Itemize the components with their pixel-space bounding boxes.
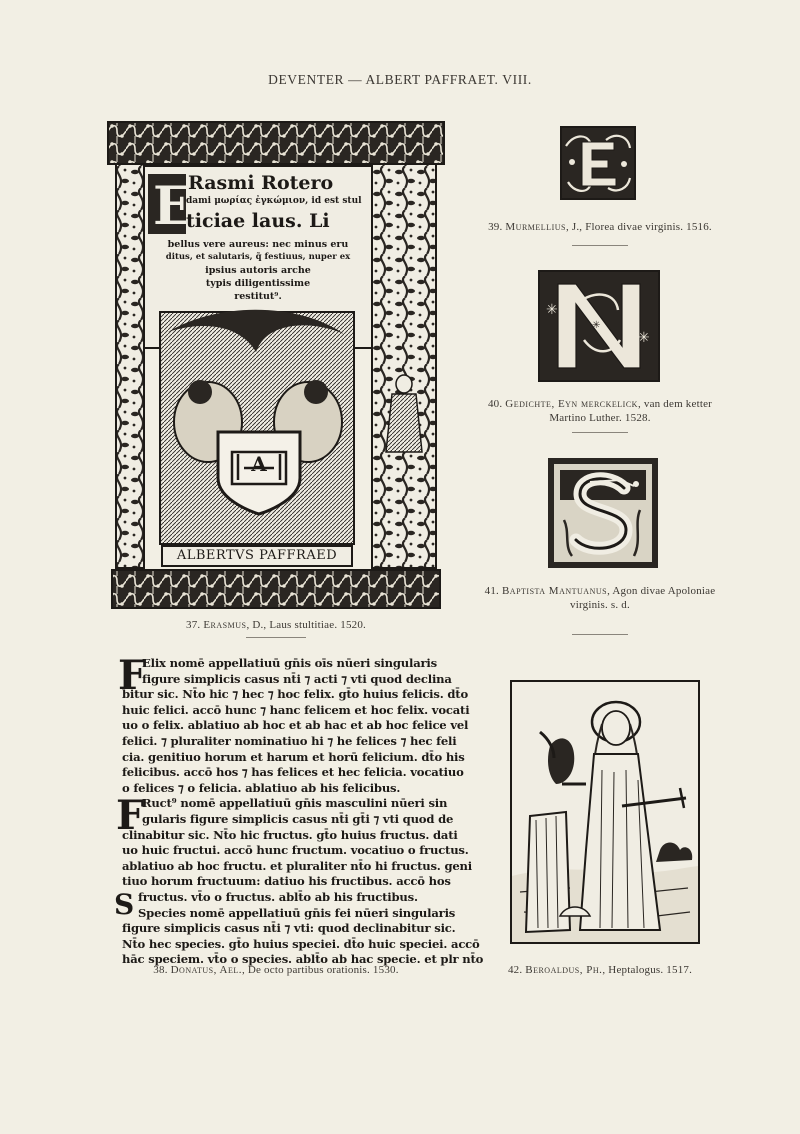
fig-40-author: Gedichte, Eyn merckelick	[505, 398, 638, 410]
svg-text:E: E	[153, 176, 193, 237]
caption-fig-42	[470, 963, 730, 977]
donatus-line: bitur sic. Nt̄o hic ⁊ hec ⁊ hoc felix. gt̄o huius felicis. dt̄o	[122, 687, 468, 702]
donatus-line: clinabitur sic. Nt̄o hic fructus. gt̄o huius fructus. dati	[122, 827, 458, 842]
title-line-1: Rasmi Rotero	[188, 172, 334, 194]
initial-s: S	[114, 888, 135, 921]
donatus-line: figure simplicis casus nt̄i ⁊ acti ⁊ vti quod declina	[142, 671, 452, 686]
svg-text:✳: ✳	[638, 330, 650, 346]
donatus-line: fructus. vt̄o o fructus. ablt̄o ab his fructibus.	[138, 889, 418, 904]
donatus-line: Species nomē appellatiuū gn̄is fei nūeri singularis	[138, 905, 456, 920]
woodcut-initial-40	[538, 270, 660, 382]
fig-38-author: Donatus, Ael.	[170, 964, 242, 976]
donatus-line: felicibus. accō hos ⁊ has felices et hec felicia. vocatiuo	[122, 765, 464, 780]
falconer-woodcut-art	[510, 680, 700, 944]
fig-39-title: , J., Florea divae virginis. 1516.	[565, 221, 712, 233]
donatus-line: uo huic fructui. accō hunc fructum. vocatiuo o fructus.	[122, 843, 469, 858]
fig-40-title-line2: Martino Luther. 1528.	[549, 412, 651, 424]
title-page-text	[182, 172, 372, 234]
divider-37	[246, 637, 306, 638]
title-line-5: ditus, et salutaris, q̃ festiuus, nuper ex	[165, 252, 351, 262]
page-header: DEVENTER — ALBERT PAFFRAET. VIII.	[268, 72, 532, 87]
printer-plaque: ALBERTVS PAFFRAED	[176, 548, 338, 563]
fig-37-title: , D., Laus stultitiae. 1520.	[246, 619, 366, 631]
svg-text:✳: ✳	[546, 302, 558, 318]
initial-f-2: F	[116, 792, 145, 839]
donatus-line: uo o felix. ablatiuo ab hoc et ab hac et ab hoc felice vel	[122, 718, 469, 733]
fig-39-number: 39.	[488, 221, 503, 233]
fig-38-title: , De octo partibus orationis. 1530.	[241, 964, 399, 976]
title-line-4: bellus vere aureus: nec minus eru	[167, 239, 349, 250]
caption-fig-40	[470, 397, 730, 425]
fig-39-author: Murmellius	[505, 221, 566, 233]
donatus-line: cia. genitiuo horum et harum et horū felicium. dt̄o his	[122, 749, 465, 764]
donatus-line: gularis figure simplicis casus nt̄i gt̄i ⁊ vti quod de	[142, 811, 454, 826]
caption-fig-37	[108, 618, 444, 632]
fig-41-author: Baptista Mantuanus	[501, 585, 608, 597]
fig-42-title: , Heptalogus. 1517.	[602, 964, 693, 976]
donatus-line: o felices ⁊ o felicia. ablatiuo ab his felicibus.	[122, 780, 401, 795]
divider-40	[572, 432, 628, 433]
fig-37-author: Erasmus	[203, 619, 247, 631]
donatus-line: felici. ⁊ pluraliter nominatiuo hi ⁊ he felices ⁊ hec feli	[122, 733, 457, 748]
donatus-line: Ruct⁹ nomē appellatiuū gn̄is masculini nūeri sin	[142, 796, 448, 811]
woodcut-title-page	[108, 122, 444, 612]
fig-42-author: Beroaldus, Ph.	[525, 964, 603, 976]
donatus-line: Elix nomē appellatiuū gn̄is oīs nūeri singularis	[142, 656, 437, 670]
donatus-line: tiuo horum fructuum: datiuo his fructibus. accō hos	[122, 874, 451, 889]
donatus-text-block	[108, 652, 484, 967]
divider-39	[572, 245, 628, 246]
title-line-6: ipsius autoris arche	[205, 265, 311, 276]
divider-41	[572, 634, 628, 635]
initial-s-art	[550, 460, 656, 566]
initial-n-art	[538, 270, 660, 382]
donatus-line: figure simplicis casus nt̄i ⁊ vti: quod declinabitur sic.	[122, 921, 456, 936]
initial-e-art	[560, 126, 636, 200]
title-line-2: dami μωρίας ἐγκώμιον, id est stul	[186, 196, 362, 206]
fig-41-title: , Agon divae Apoloniae	[607, 585, 716, 597]
woodcut-initial-41	[550, 460, 656, 566]
donatus-lines	[108, 656, 484, 968]
shield-monogram: A	[251, 452, 267, 476]
fig-38-number: 38.	[153, 964, 168, 976]
fig-40-title: , van dem ketter	[637, 398, 713, 410]
caption-fig-39	[470, 220, 730, 234]
title-line-7: typis diligentissime	[205, 278, 311, 289]
fig-37-number: 37.	[186, 619, 201, 631]
initial-f-1: F	[118, 652, 147, 699]
title-line-8: restitut⁹.	[234, 291, 282, 302]
fig-41-title-line2: virginis. s. d.	[570, 599, 630, 611]
svg-text:✳: ✳	[592, 320, 601, 331]
caption-fig-38	[108, 963, 444, 977]
donatus-line: Nt̄o hec species. gt̄o huius speciei. dt̄o huic speciei. accō	[122, 936, 480, 951]
donatus-line: ablatiuo ab hoc fructu. et pluraliter nt̄o hi fructus. geni	[122, 858, 472, 873]
caption-fig-41	[470, 584, 730, 612]
woodcut-initial-39	[560, 126, 636, 200]
woodcut-figure-42	[510, 680, 700, 944]
fig-40-number: 40.	[487, 398, 503, 410]
fig-41-number: 41.	[484, 585, 499, 597]
title-page-text-lower	[146, 238, 370, 303]
donatus-line: huic felici. accō hunc ⁊ hanc felicem et hoc felix. vocati	[122, 702, 470, 717]
fig-42-number: 42.	[507, 964, 523, 976]
title-line-3: ticiae laus. Li	[186, 210, 330, 232]
donatus-line: hāc speciem. vt̄o o species. ablt̄o ab hac specie. et plr nt̄o	[122, 952, 484, 967]
